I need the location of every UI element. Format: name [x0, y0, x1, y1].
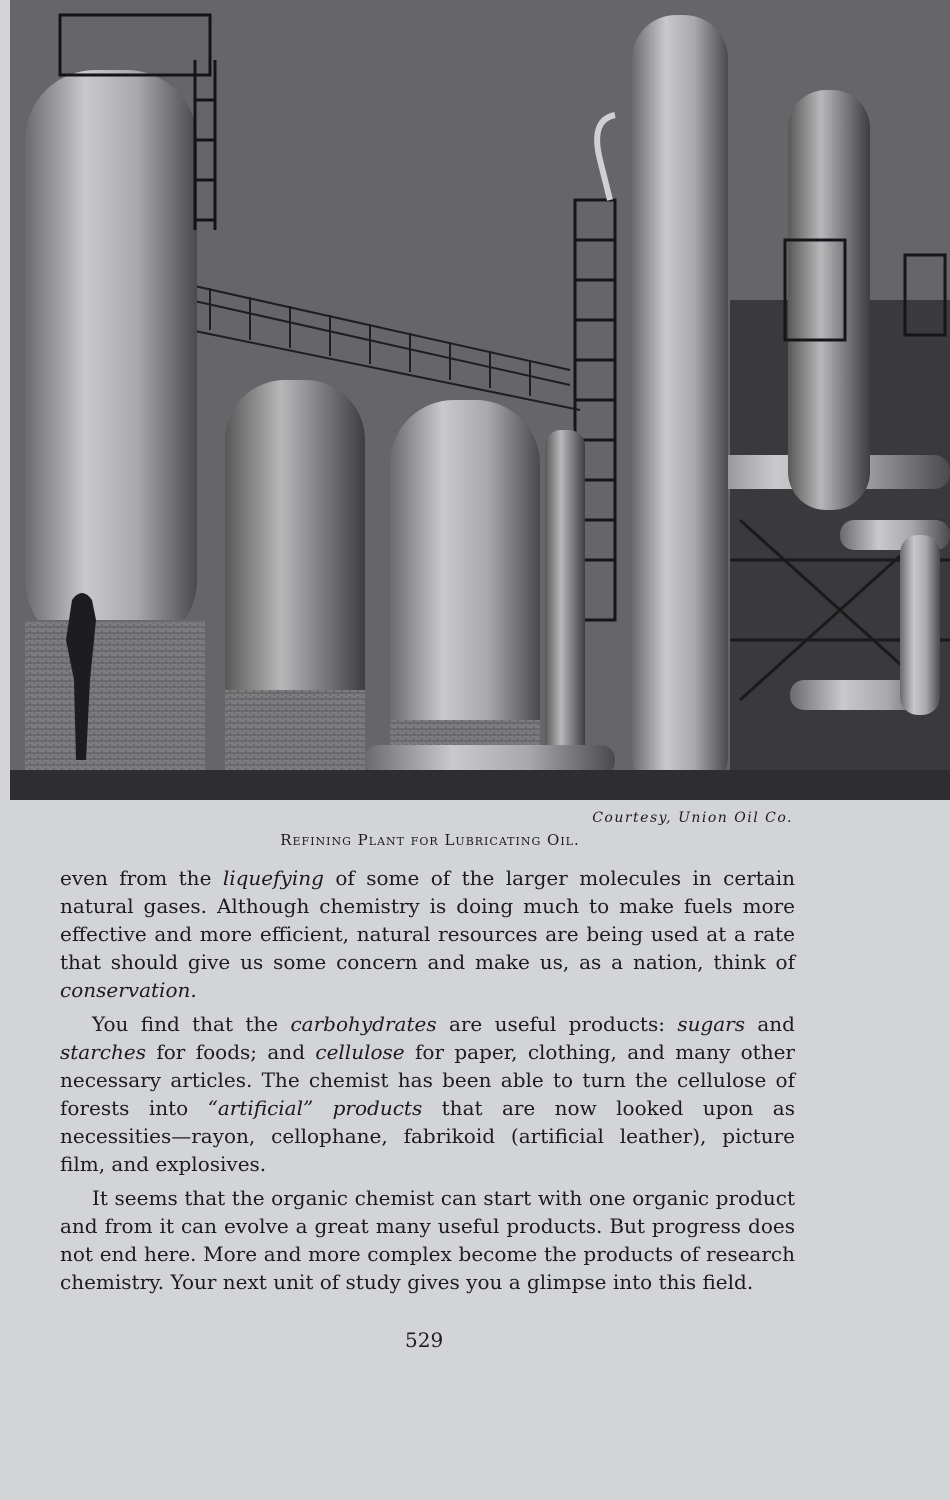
text-run: It seems that the organic chemist can start with one organic product and from it can evolve a great many useful products. But progress does not end here. More and more complex become the products of research chemistry. Your next unit of study gives you a glimpse into this field. — [60, 1186, 795, 1294]
paragraph-3 — [60, 1184, 795, 1296]
text-run: are useful products: — [436, 1012, 678, 1036]
text-run: for foods; and — [145, 1040, 316, 1064]
page-number: 529 — [405, 1328, 444, 1352]
refinery-photo — [10, 0, 950, 800]
text-run: that are now looked upon as necessities—rayon, cellophane, fabrikoid (artificial leather), picture film, and explosives. — [60, 1096, 795, 1176]
refinery-photo-illustration — [10, 0, 950, 800]
text-run: and — [745, 1012, 795, 1036]
text-run: of some of the larger molecules in certain natural gases. Although chemistry is doing much to make fuels more effective and more efficient, natural resources are being used at a rate that should give us some concern and make us, as a nation, think of — [60, 866, 795, 974]
italic-term: liquefying — [222, 866, 324, 890]
italic-term: conservation. — [60, 978, 197, 1002]
italic-term: “artificial” products — [207, 1096, 423, 1120]
text-run: You find that the — [92, 1012, 291, 1036]
text-run: for paper, clothing, and many other necessary articles. The chemist has been able to turn the cellulose of forests into — [60, 1040, 795, 1120]
body-text — [60, 864, 795, 1296]
text-run: even from the — [60, 866, 223, 890]
italic-term: carbohydrates — [290, 1012, 437, 1036]
italic-term: starches — [60, 1040, 146, 1064]
photo-credit: Courtesy, Union Oil Co. — [592, 810, 793, 826]
paragraph-2 — [60, 1010, 795, 1178]
italic-term: sugars — [677, 1012, 746, 1036]
italic-term: cellulose — [315, 1040, 405, 1064]
figure-caption: Refining Plant for Lubricating Oil. — [280, 831, 580, 849]
paragraph-1 — [60, 864, 795, 1004]
